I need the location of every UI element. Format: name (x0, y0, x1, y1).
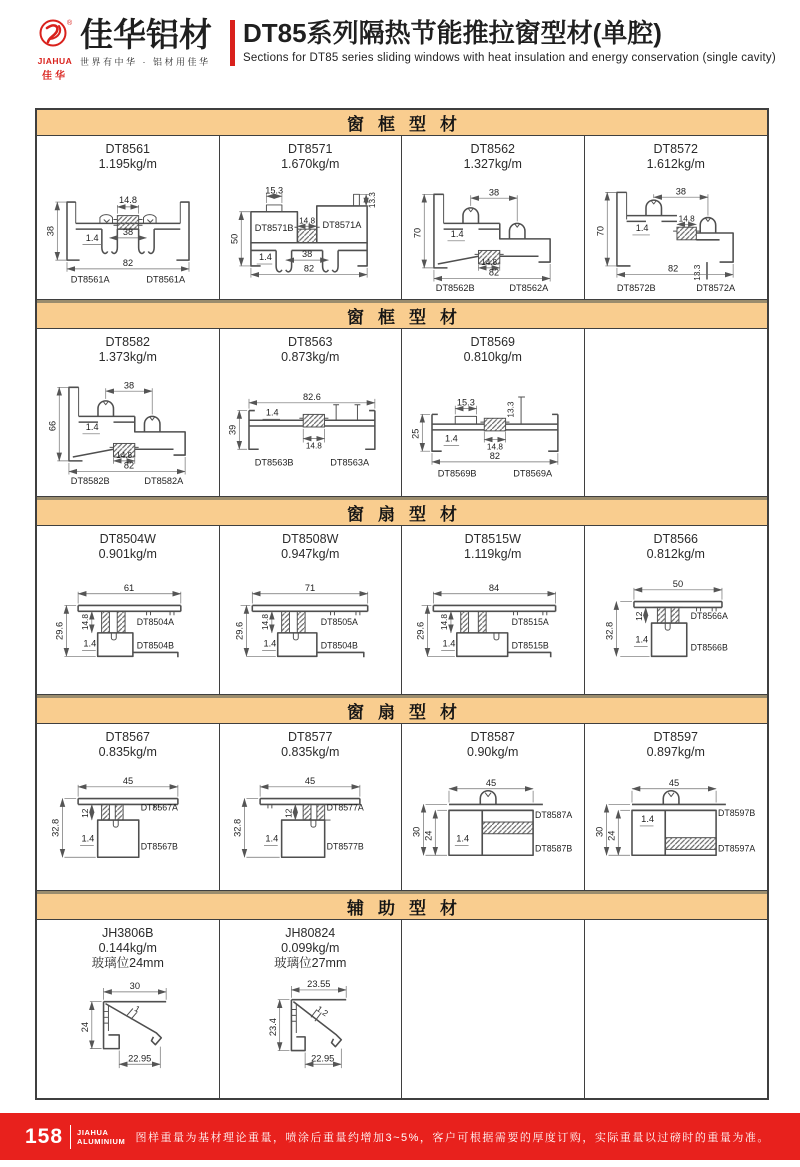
profile-weight: 1.670kg/m (281, 157, 340, 171)
footer-brand-bottom: ALUMINIUM (77, 1136, 126, 1146)
svg-text:DT8571A: DT8571A (322, 220, 362, 231)
empty-cell (585, 920, 768, 1098)
svg-text:38: 38 (123, 380, 134, 391)
page-subtitle: Sections for DT85 series sliding windows with heat insulation and energy conservation (single cavity) (243, 52, 776, 64)
svg-text:DT8563A: DT8563A (330, 457, 370, 468)
svg-text:50: 50 (229, 233, 240, 244)
svg-text:38: 38 (488, 187, 499, 198)
svg-text:82: 82 (304, 263, 315, 274)
profile-code: DT8587 (470, 730, 515, 744)
svg-text:29.6: 29.6 (54, 621, 65, 640)
profile-weight: 0.901kg/m (98, 547, 157, 561)
svg-text:22.95: 22.95 (127, 1053, 152, 1064)
svg-text:1.4: 1.4 (81, 833, 95, 844)
profile-weight: 0.835kg/m (281, 745, 340, 759)
svg-text:38: 38 (302, 249, 313, 260)
svg-text:1.4: 1.4 (265, 833, 279, 844)
profile-code: DT8582 (105, 335, 150, 349)
svg-text:15.3: 15.3 (265, 185, 284, 196)
svg-text:14.8: 14.8 (260, 614, 271, 631)
svg-text:DT8567A: DT8567A (140, 802, 178, 813)
svg-text:1.4: 1.4 (85, 421, 99, 432)
svg-text:DT8562B: DT8562B (435, 283, 475, 294)
profile-code: DT8515W (464, 532, 521, 546)
profile-cell-dt8563 (220, 329, 403, 496)
profile-weight: 0.810kg/m (463, 350, 522, 364)
svg-text:14.8: 14.8 (678, 214, 695, 224)
svg-text:45: 45 (668, 777, 679, 788)
svg-text:DT8561A: DT8561A (70, 274, 110, 285)
page-header (34, 18, 776, 82)
profile-drawing (404, 366, 582, 488)
svg-text:DT8587A: DT8587A (534, 810, 572, 821)
svg-text:66: 66 (47, 420, 58, 432)
profile-code: DT8567 (105, 730, 150, 744)
svg-text:38: 38 (45, 225, 56, 237)
svg-text:DT8577A: DT8577A (326, 802, 365, 813)
svg-text:12: 12 (283, 808, 294, 818)
svg-text:82: 82 (488, 267, 499, 278)
svg-text:14.8: 14.8 (306, 441, 323, 451)
profile-code: DT8563 (288, 335, 333, 349)
profile-weight: 1.119kg/m (464, 547, 522, 561)
svg-text:DT8567B: DT8567B (140, 841, 178, 852)
empty-cell (585, 329, 768, 496)
profile-weight: 0.90kg/m (467, 745, 519, 759)
profile-drawing (221, 761, 399, 885)
svg-text:14.8: 14.8 (299, 216, 316, 226)
svg-text:1.4: 1.4 (455, 833, 469, 844)
svg-text:71: 71 (305, 582, 316, 593)
svg-text:1.4: 1.4 (266, 407, 279, 418)
svg-text:DT8582A: DT8582A (144, 476, 183, 487)
profile-weight: 0.144kg/m (98, 941, 157, 955)
profile-cell-dt8569 (402, 329, 585, 496)
profile-cell-dt8562 (402, 136, 585, 299)
svg-text:30: 30 (594, 826, 605, 837)
profile-cell-dt8572 (585, 136, 768, 299)
svg-text:DT8504B: DT8504B (136, 640, 174, 651)
svg-text:82: 82 (122, 257, 133, 268)
svg-text:61: 61 (123, 582, 134, 593)
profile-code: DT8508W (282, 532, 339, 546)
empty-cell (402, 920, 585, 1098)
profile-cell-dt8597 (585, 724, 768, 890)
svg-text:32.8: 32.8 (604, 621, 615, 640)
footer-divider (70, 1125, 71, 1149)
svg-text:DT8566A: DT8566A (690, 611, 728, 622)
svg-text:14.8: 14.8 (118, 195, 137, 206)
svg-text:1.4: 1.4 (85, 232, 99, 243)
svg-text:DT8572B: DT8572B (616, 283, 656, 294)
section-header-sash-2 (37, 695, 767, 724)
footer-note: 图样重量为基材理论重量，喷涂后重量约增加3~5%，客户可根据需要的厚度订购，实际重量以过磅时的重量为准。 (135, 1131, 770, 1144)
svg-text:DT8569B: DT8569B (437, 468, 477, 479)
profile-row-5 (37, 920, 767, 1098)
svg-text:DT8505A: DT8505A (321, 617, 359, 628)
svg-text:DT8587B: DT8587B (534, 843, 572, 854)
profile-code: JH80824 (285, 926, 336, 940)
jiahua-logo-icon (37, 18, 73, 50)
logo-name-en: JIAHUA (37, 56, 73, 66)
svg-text:32.8: 32.8 (232, 818, 243, 837)
svg-text:82: 82 (489, 450, 500, 461)
svg-text:82: 82 (123, 460, 134, 471)
profile-cell-dt8508w (220, 526, 403, 694)
svg-text:70: 70 (595, 225, 606, 237)
profile-note: 玻璃位24mm (91, 956, 164, 970)
svg-text:1.4: 1.4 (444, 433, 458, 444)
profile-code: DT8577 (288, 730, 333, 744)
svg-text:45: 45 (305, 775, 316, 786)
brand-logo (34, 18, 76, 82)
profile-cell-dt8566 (585, 526, 768, 694)
footer-brand-top: JIAHUA (77, 1127, 109, 1137)
profile-weight: 0.873kg/m (281, 350, 340, 364)
profile-cell-dt8571 (220, 136, 403, 299)
profile-code: DT8561 (105, 142, 150, 156)
svg-text:13.3: 13.3 (692, 264, 702, 281)
svg-text:DT8504A: DT8504A (136, 617, 174, 628)
profile-weight: 1.195kg/m (98, 157, 157, 171)
profile-row-2 (37, 329, 767, 497)
svg-text:1.4: 1.4 (450, 228, 464, 239)
profile-drawing (39, 563, 217, 689)
profile-row-3 (37, 526, 767, 695)
footer-brand (77, 1128, 125, 1146)
page-title: DT85系列隔热节能推拉窗型材(单腔) (243, 18, 662, 48)
profile-code: DT8566 (653, 532, 698, 546)
profile-weight: 0.812kg/m (646, 547, 705, 561)
section-header-frame-2 (37, 300, 767, 329)
svg-text:15.3: 15.3 (456, 397, 475, 408)
svg-text:1.4: 1.4 (442, 638, 456, 649)
svg-text:50: 50 (672, 578, 683, 589)
svg-text:24: 24 (79, 1021, 90, 1033)
svg-text:DT8562A: DT8562A (509, 283, 548, 294)
svg-text:DT8563B: DT8563B (255, 457, 294, 468)
logo-name-cn: 佳华 (42, 71, 68, 82)
svg-text:14.8: 14.8 (79, 614, 90, 631)
svg-text:DT8572A: DT8572A (696, 283, 735, 294)
page-number: 158 (25, 1124, 64, 1148)
profile-cell-jh80824 (220, 920, 403, 1098)
profile-code: DT8504W (99, 532, 156, 546)
profile-weight: 1.373kg/m (98, 350, 157, 364)
svg-text:DT8582B: DT8582B (70, 476, 110, 487)
svg-text:DT8597A: DT8597A (717, 843, 755, 854)
profile-row-4 (37, 724, 767, 891)
svg-text:1.4: 1.4 (635, 634, 648, 645)
profile-drawing (404, 563, 582, 689)
svg-text:DT8571B: DT8571B (255, 223, 294, 234)
profile-code: DT8562 (470, 142, 515, 156)
svg-text:84: 84 (488, 582, 499, 593)
profile-weight: 1.612kg/m (646, 157, 705, 171)
profile-drawing (39, 972, 217, 1090)
profile-code: DT8571 (288, 142, 333, 156)
profile-weight: 1.327kg/m (463, 157, 522, 171)
svg-text:1.2: 1.2 (315, 1003, 331, 1019)
svg-text:32.8: 32.8 (50, 818, 61, 837)
profile-weight: 0.897kg/m (646, 745, 705, 759)
profile-drawing (221, 173, 399, 295)
profile-cell-jh3806b (37, 920, 220, 1098)
company-name: 佳华铝材 (80, 16, 212, 53)
svg-text:22.95: 22.95 (311, 1053, 335, 1064)
header-divider (230, 20, 235, 66)
profile-drawing (587, 173, 765, 295)
svg-text:DT8515A: DT8515A (511, 617, 549, 628)
profile-code: DT8572 (653, 142, 698, 156)
svg-text:30: 30 (129, 980, 140, 991)
profile-drawing (39, 761, 217, 885)
section-title: 窗框型材 (347, 115, 471, 134)
profile-cell-dt8567 (37, 724, 220, 890)
profile-cell-dt8587 (402, 724, 585, 890)
section-header-auxiliary (37, 891, 767, 920)
svg-text:30: 30 (411, 826, 422, 837)
svg-text:1.4: 1.4 (259, 252, 273, 263)
svg-text:DT8515B: DT8515B (511, 640, 549, 651)
profile-cell-dt8504w (37, 526, 220, 694)
profile-weight: 0.835kg/m (98, 745, 157, 759)
svg-text:1.4: 1.4 (83, 638, 97, 649)
profile-drawing (39, 173, 217, 295)
profile-drawing (39, 366, 217, 488)
company-tagline: 世界有中华 · 铝材用佳华 (80, 57, 211, 67)
profile-catalog-table (35, 108, 769, 1100)
svg-text:13.3: 13.3 (368, 192, 378, 209)
profile-code: DT8569 (470, 335, 515, 349)
profile-code: JH3806B (102, 926, 154, 940)
profile-drawing (404, 173, 582, 295)
section-title: 窗扇型材 (347, 703, 471, 722)
svg-text:12: 12 (79, 808, 90, 818)
profile-note: 玻璃位27mm (274, 956, 347, 970)
section-header-sash-1 (37, 497, 767, 526)
profile-drawing (221, 563, 399, 689)
section-title: 窗扇型材 (347, 505, 471, 524)
svg-text:24: 24 (606, 830, 617, 841)
registered-mark: ® (67, 20, 73, 27)
svg-text:82.6: 82.6 (303, 391, 322, 402)
svg-text:DT8561A: DT8561A (146, 274, 185, 285)
profile-drawing (404, 761, 582, 885)
profile-drawing (587, 563, 765, 689)
profile-code: DT8597 (653, 730, 698, 744)
svg-text:25: 25 (410, 428, 421, 439)
svg-text:1.4: 1.4 (263, 638, 277, 649)
svg-text:23.55: 23.55 (307, 978, 331, 989)
svg-text:1: 1 (132, 1003, 142, 1015)
svg-text:1.4: 1.4 (635, 223, 649, 234)
svg-text:14.8: 14.8 (438, 614, 449, 631)
svg-text:29.6: 29.6 (415, 621, 426, 640)
svg-text:DT8569A: DT8569A (513, 468, 552, 479)
profile-cell-dt8577 (220, 724, 403, 890)
svg-text:DT8577B: DT8577B (326, 841, 365, 852)
profile-drawing (221, 366, 399, 488)
svg-text:DT8504B: DT8504B (321, 640, 359, 651)
profile-cell-dt8561 (37, 136, 220, 299)
profile-weight: 0.099kg/m (281, 941, 340, 955)
profile-drawing (221, 972, 399, 1090)
svg-text:14.8: 14.8 (480, 257, 497, 267)
svg-text:24: 24 (423, 830, 434, 841)
svg-text:38: 38 (122, 226, 133, 237)
svg-text:29.6: 29.6 (234, 621, 245, 640)
svg-text:12: 12 (633, 611, 644, 621)
svg-text:45: 45 (122, 775, 133, 786)
svg-text:39: 39 (227, 424, 238, 436)
section-title: 辅助型材 (347, 899, 471, 918)
svg-text:13.3: 13.3 (506, 401, 516, 418)
svg-text:14.8: 14.8 (115, 450, 132, 460)
section-title: 窗框型材 (347, 308, 471, 327)
profile-row-1 (37, 136, 767, 300)
svg-text:38: 38 (675, 186, 686, 197)
svg-text:DT8566B: DT8566B (690, 642, 728, 653)
page-footer (0, 1113, 800, 1160)
section-header-frame-1 (37, 110, 767, 136)
profile-drawing (587, 761, 765, 885)
profile-cell-dt8515w (402, 526, 585, 694)
svg-text:82: 82 (667, 263, 678, 274)
svg-text:45: 45 (485, 777, 496, 788)
svg-text:DT8597B: DT8597B (717, 808, 755, 819)
svg-text:1.4: 1.4 (640, 814, 654, 825)
svg-text:70: 70 (412, 227, 423, 239)
profile-cell-dt8582 (37, 329, 220, 496)
profile-weight: 0.947kg/m (281, 547, 340, 561)
svg-text:14.8: 14.8 (486, 442, 503, 452)
svg-text:23.4: 23.4 (268, 1018, 279, 1037)
